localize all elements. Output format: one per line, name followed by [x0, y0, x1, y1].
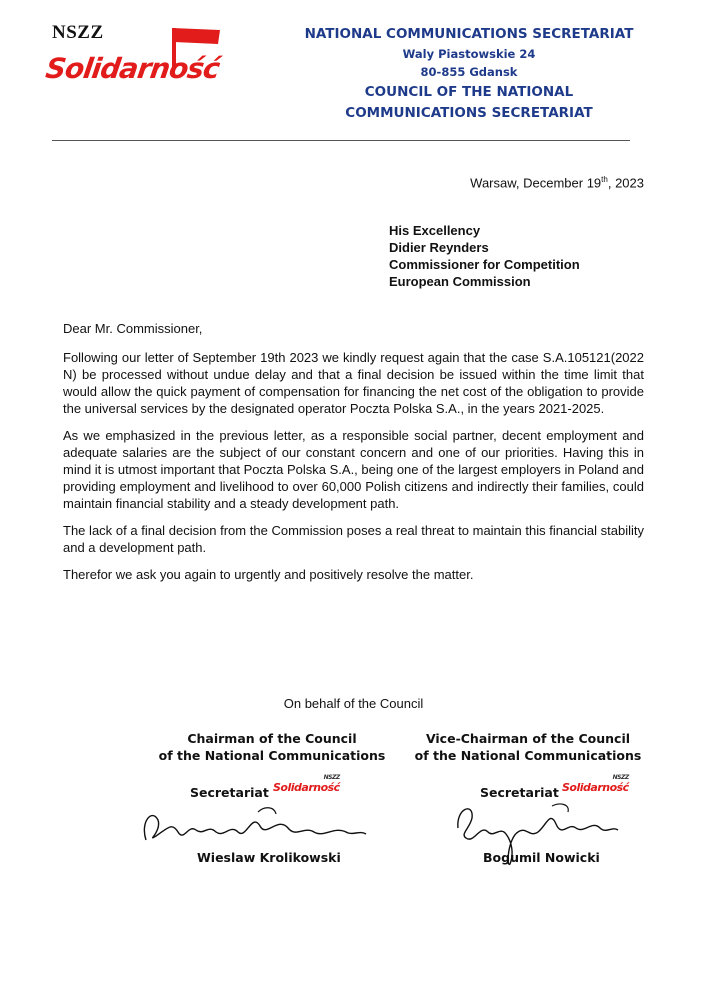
sig-right-secretariat: Secretariat — [480, 785, 559, 800]
header-org: NATIONAL COMMUNICATIONS SECRETARIAT — [304, 26, 634, 42]
letterhead — [300, 26, 638, 123]
solidarnosc-logo — [44, 22, 224, 94]
letter-date — [470, 175, 644, 190]
stamp-top-text: NSZZ — [612, 774, 629, 781]
body-paragraph: As we emphasized in the previous letter, as a responsible social partner, decent employment and adequate salaries are the subject of our constant concern and one of our priorities. Having this in mind it is utmost important that Poczta Polska S.A., being one of the largest employers in Poland and providing employment and livelihood to over 60,000 Polish citizens and indirectly their families, could maintain financial stability and a steady development path. — [63, 428, 644, 511]
stamp-logo-right — [562, 775, 629, 794]
stamp-logo-left — [273, 775, 340, 794]
logo-nszz-text: NSZZ — [52, 22, 104, 43]
stamp-word: Solidarność — [273, 781, 340, 794]
header-council-line2: COMMUNICATIONS SECRETARIAT — [345, 105, 593, 121]
logo-wordmark: Solidarność — [43, 52, 222, 85]
stamp-top-text: NSZZ — [323, 774, 340, 781]
sig-title-line: of the National Communications — [414, 748, 642, 763]
header-council-line1: COUNCIL OF THE NATIONAL — [364, 84, 574, 100]
sig-left-name: Wieslaw Krolikowski — [197, 850, 341, 865]
header-address-line1: Waly Piastowskie 24 — [402, 47, 536, 61]
date-sup: th — [601, 175, 608, 184]
date-prefix: Warsaw, December 19 — [470, 175, 602, 191]
body-paragraph: Following our letter of September 19th 2023 we kindly request again that the case S.A.105121(2022 N) be processed without undue delay and that a final decision be issued within the time limit that would allow the quick payment of compensation for financing the net cost of the obligation to provide the universal services by the designated operator Poczta Polska S.A., in the years 2021-2025. — [63, 350, 644, 416]
body-paragraph: The lack of a final decision from the Commission poses a real threat to maintain this financial stability and a development path. — [63, 523, 644, 555]
signature-scrawl-left — [138, 802, 370, 850]
sig-left-secretariat: Secretariat — [190, 785, 269, 800]
salutation: Dear Mr. Commissioner, — [63, 321, 203, 336]
addressee-block — [389, 222, 580, 290]
sig-right-name: Bogumil Nowicki — [483, 850, 600, 865]
addressee-line: Commissioner for Competition — [389, 257, 580, 272]
letter-body — [63, 349, 644, 593]
date-suffix: , 2023 — [607, 175, 644, 191]
sig-title-line: of the National Communications — [158, 748, 386, 763]
addressee-line: His Excellency — [389, 223, 481, 238]
addressee-line: Didier Reynders — [389, 240, 489, 255]
sig-title-line: Vice-Chairman of the Council — [425, 731, 631, 746]
signature-right-title — [408, 730, 648, 764]
stamp-word: Solidarność — [562, 781, 629, 794]
body-paragraph: Therefor we ask you again to urgently and positively resolve the matter. — [63, 567, 474, 582]
addressee-line: European Commission — [389, 274, 531, 289]
sig-title-line: Chairman of the Council — [187, 731, 357, 746]
on-behalf-line: On behalf of the Council — [283, 696, 424, 711]
signature-left-title — [152, 730, 392, 764]
header-address-line2: 80-855 Gdansk — [420, 65, 518, 79]
header-divider — [52, 140, 630, 141]
